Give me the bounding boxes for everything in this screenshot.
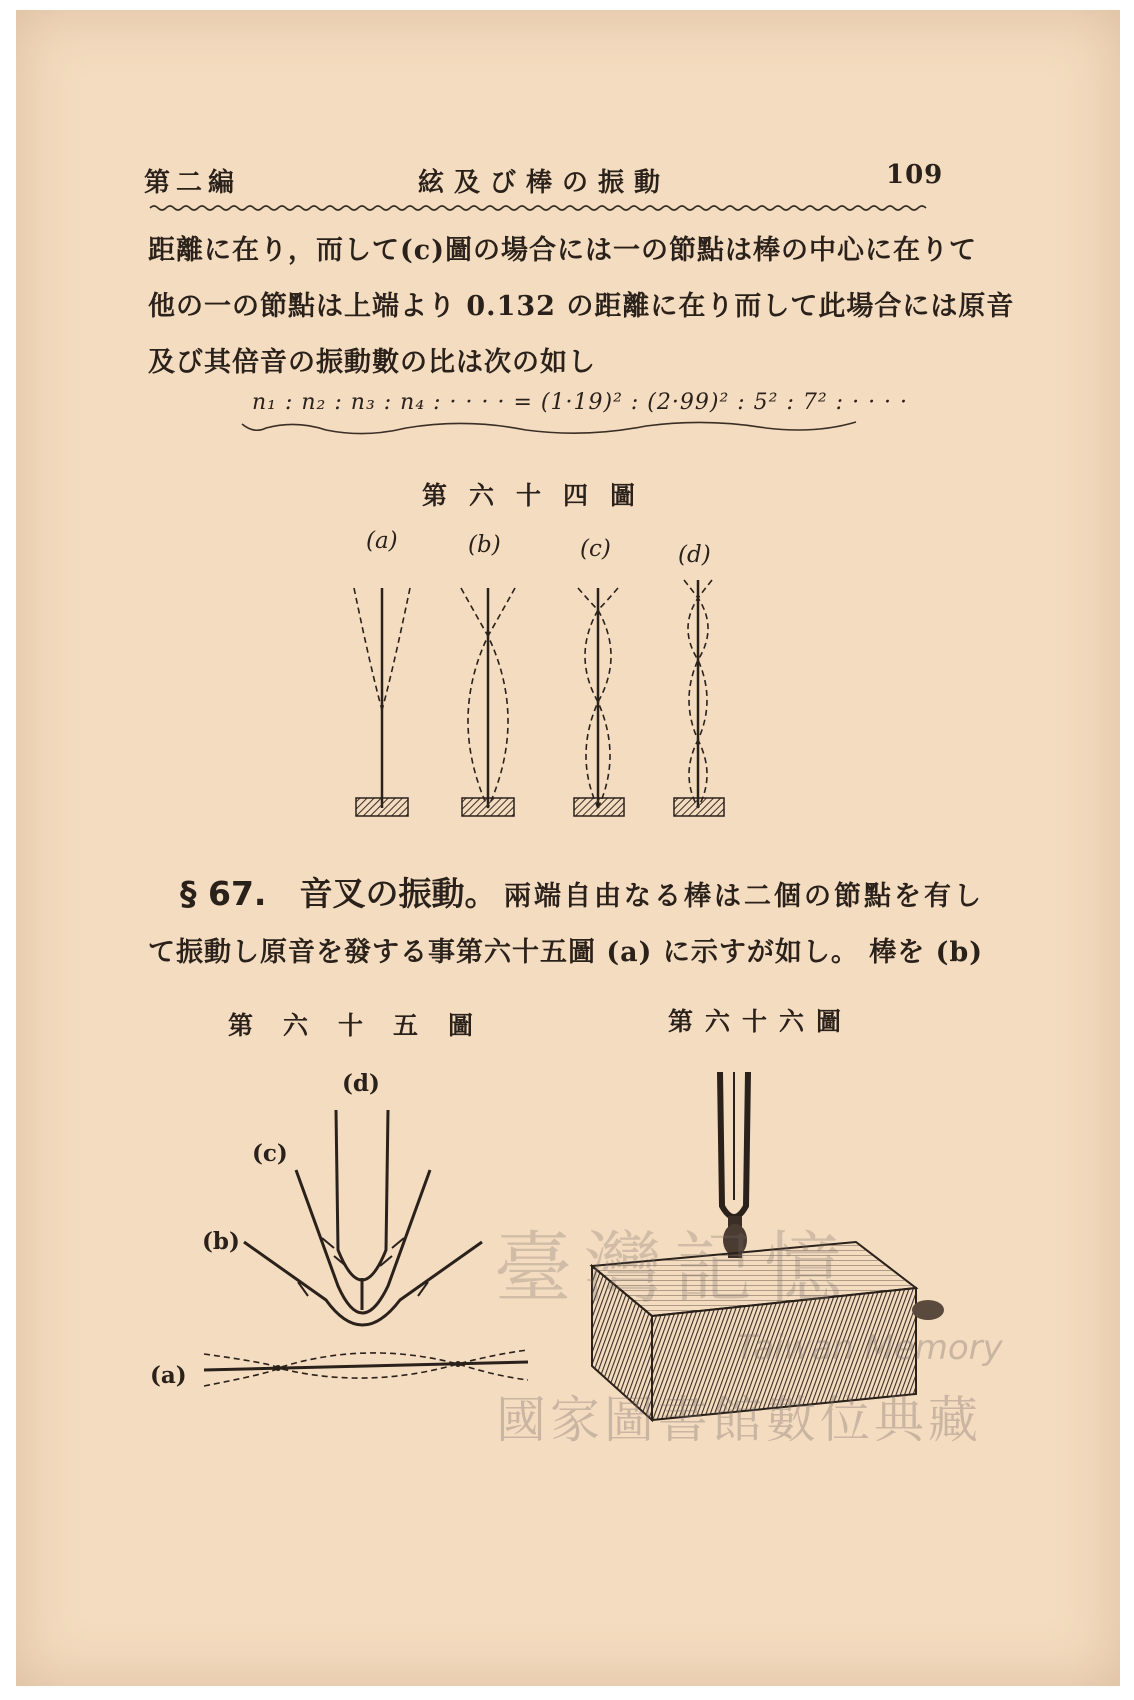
section-67-heading: § 67. 音叉の振動。	[180, 874, 498, 913]
figure64-label-d: (d)	[678, 542, 711, 568]
book-page	[16, 10, 1120, 1686]
figure65-caption: 第六十五圖	[228, 1011, 504, 1040]
figure65-label-d: (d)	[342, 1070, 380, 1097]
section-67-line-1: 兩端自由なる棒は二個の節點を有し	[504, 881, 984, 912]
header-chapter-title: 絃及び棒の振動	[418, 168, 671, 198]
paragraph-line-2: 他の一の節點は上端より 0.132 の距離に在り而して此場合には原音	[148, 291, 1015, 322]
page-number: 109	[886, 160, 944, 190]
figure64-label-c: (c)	[580, 536, 611, 562]
figure65-label-b: (b)	[202, 1228, 240, 1255]
watermark-institution: 國家圖書館數位典藏	[496, 1391, 982, 1449]
section-67-line-2: て振動し原音を發する事第六十五圖 (a) に示すが如し。 棒を (b)	[148, 937, 984, 968]
watermark-english: Taiwan Memory	[736, 1328, 1003, 1368]
figure64-label-b: (b)	[468, 532, 501, 558]
paragraph-line-1: 距離に在り，而して(c)圖の場合には一の節點は棒の中心に在りて	[148, 235, 977, 266]
header-part-label: 第二編	[144, 168, 241, 198]
figure64-caption: 第六十四圖	[422, 481, 658, 510]
figure65-label-a: (a)	[150, 1362, 187, 1389]
frequency-ratio-formula: n₁ : n₂ : n₃ : n₄ : · · · · = (1·19)² : (2·99)² : 5² : 7² : · · · ·	[252, 390, 909, 415]
paragraph-line-3: 及び其倍音の振動數の比は次の如し	[148, 347, 596, 378]
watermark-chinese: 臺灣記憶	[494, 1224, 855, 1314]
figure64-label-a: (a)	[366, 528, 398, 554]
figure65-label-c: (c)	[252, 1140, 288, 1167]
figure66-caption: 第六十六圖	[668, 1007, 854, 1036]
